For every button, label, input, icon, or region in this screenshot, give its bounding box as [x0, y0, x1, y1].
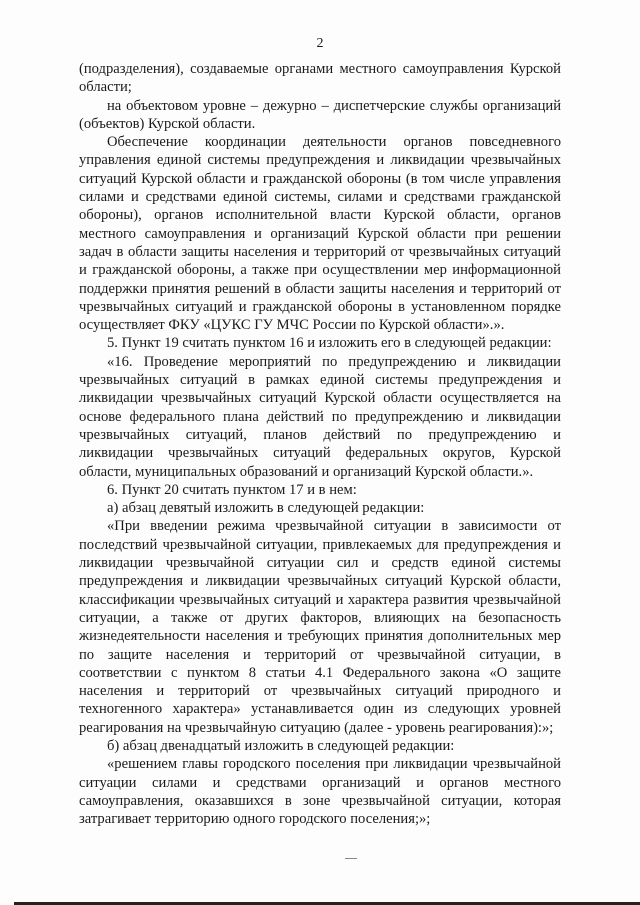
paragraph: Обеспечение координации деятельности органов повседневного управления единой системы предупреждения и ликвидации чрезвычайных ситуаций Курской области и гражданской обороны (в том числе управления силами и средствами единой системы, силами и средствами гражданской обороны), органов исполнительной власти Курской области, органов местного самоуправления и организаций Курской области при решении задач в области защиты населения и территорий от чрезвычайных ситуаций и гражданской обороны, а также при осуществлении мер информационной поддержки принятия решений в области защиты населения и территорий от чрезвычайных ситуаций и гражданской обороны в установленном порядке осуществляет ФКУ «ЦУКС ГУ МЧС России по Курской области».».: [79, 134, 561, 334]
page-number: 2: [316, 36, 324, 51]
paragraph: 5. Пункт 19 считать пунктом 16 и изложить его в следующей редакции:: [107, 335, 552, 352]
paragraph: «16. Проведение мероприятий по предупреждению и ликвидации чрезвычайных ситуаций в рамках единой системы предупреждения и ликвидации чрезвычайных ситуаций Курской области осуществляется на основе федерального плана действий по предупреждению и ликвидации чрезвычайных ситуаций, планов действий по предупреждению и ликвидации чрезвычайных ситуаций федеральных округов, Курской области, муниципальных образований и организаций Курской области.».: [79, 353, 561, 480]
paragraph: а) абзац девятый изложить в следующей редакции:: [107, 500, 425, 517]
paragraph: (подразделения), создаваемые органами местного самоуправления Курской области;: [79, 61, 561, 96]
paragraph: «При введении режима чрезвычайной ситуации в зависимости от последствий чрезвычайной ситуации, привлекаемых для предупреждения и ликвидации чрезвычайной ситуации сил и средств единой системы предупреждения и ликвидации чрезвычайных ситуаций Курской области, классификации чрезвычайных ситуаций и характера развития чрезвычайной ситуации, а также от других факторов, влияющих на безопасность жизнедеятельности населения и требующих принятия дополнительных мер по защите населения и территорий от чрезвычайной ситуации, в соответствии с пунктом 8 статьи 4.1 Федерального закона «О защите населения и территорий от чрезвычайных ситуаций природного и техногенного характера» устанавливается один из следующих уровней реагирования на чрезвычайную ситуацию (далее - уровень реагирования):»;: [79, 518, 561, 736]
paragraph: б) абзац двенадцатый изложить в следующей редакции:: [107, 737, 455, 754]
scan-mark: [345, 858, 357, 859]
paragraph: 6. Пункт 20 считать пунктом 17 и в нем:: [107, 481, 357, 498]
paragraph: на объектовом уровне – дежурно – диспетчерские службы организаций (объектов) Курской области.: [79, 97, 561, 132]
document-body: [79, 60, 561, 828]
paragraph: «решением главы городского поселения при ликвидации чрезвычайной ситуации силами и средствами организаций и органов местного самоуправления, оказавшихся в зоне чрезвычайной ситуации, которая затрагивает территорию одного городского поселения;»;: [79, 756, 561, 828]
